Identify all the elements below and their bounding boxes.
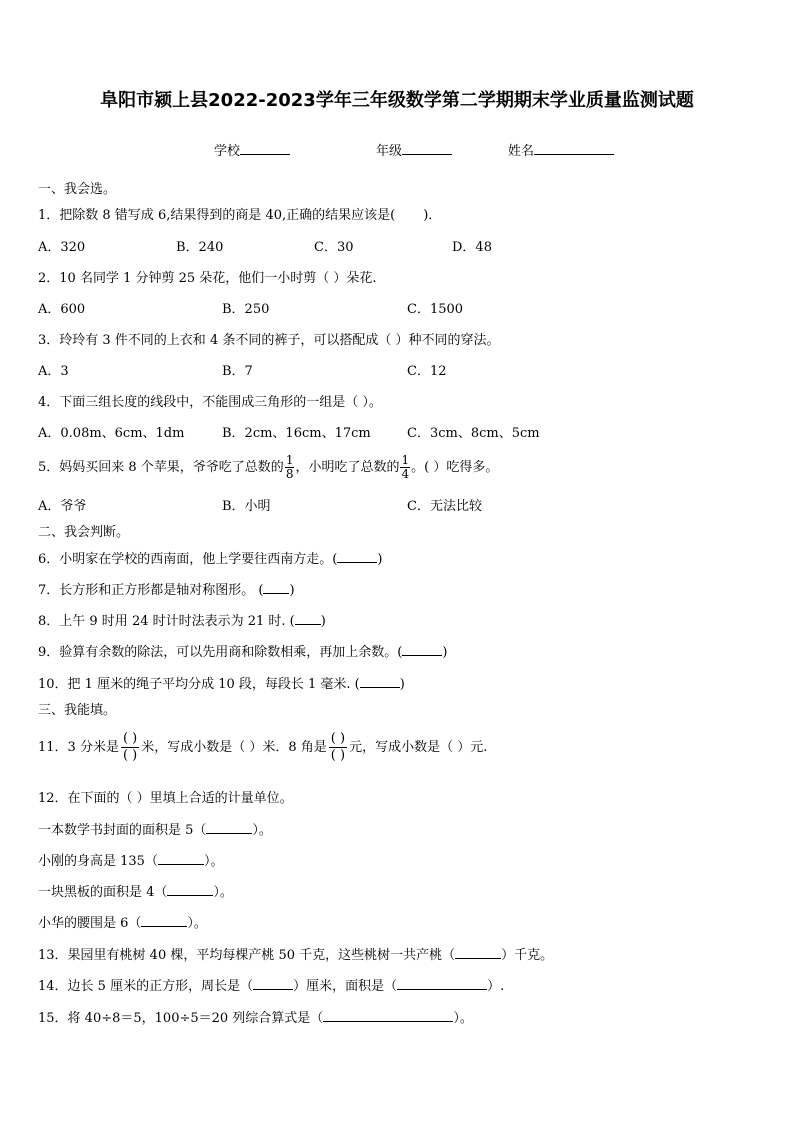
q12-item-2: 小刚的身高是 135（ ）。 — [38, 854, 224, 869]
question-8: 8．上午 9 时用 24 时计时法表示为 21 时. ( ) — [38, 614, 326, 629]
q11-fraction-blank-1[interactable]: ( ) ( ) — [122, 731, 138, 763]
school-blank[interactable] — [240, 142, 290, 155]
grade-blank[interactable] — [402, 142, 452, 155]
q2-option-a: A．600 — [38, 302, 86, 317]
q12-item-3: 一块黑板的面积是 4（ ）。 — [38, 885, 233, 900]
q7-answer-blank[interactable] — [263, 582, 289, 594]
q3-option-a: A．3 — [38, 364, 69, 379]
q1-option-c: C．30 — [314, 240, 354, 255]
name-blank[interactable] — [534, 142, 614, 155]
question-7: 7．长方形和正方形都是轴对称图形。 ( ) — [38, 583, 295, 598]
q4-option-a: A．0.08m、6cm、1dm — [38, 426, 185, 441]
school-field[interactable] — [214, 140, 290, 159]
question-2: 2．10 名同学 1 分钟剪 25 朵花，他们一小时剪（ ）朵花. — [38, 271, 377, 286]
q12-blank-4[interactable] — [141, 915, 187, 927]
question-1: 1．把除数 8 错写成 6,结果得到的商是 40,正确的结果应该是( )． — [38, 208, 442, 223]
q1-option-b: B．240 — [176, 240, 224, 255]
q12-blank-1[interactable] — [206, 822, 252, 834]
q3-option-c: C．12 — [407, 364, 447, 379]
q5-option-a: A．爷爷 — [38, 499, 87, 514]
grade-label: 年级 — [376, 144, 403, 159]
q10-answer-blank[interactable] — [360, 676, 400, 688]
q1-option-a: A．320 — [38, 240, 86, 255]
q9-answer-blank[interactable] — [402, 644, 442, 656]
q11-fraction-blank-2[interactable]: ( ) ( ) — [330, 731, 346, 763]
q14-blank-area[interactable] — [397, 978, 487, 990]
q6-answer-blank[interactable] — [337, 551, 377, 563]
fraction-one-eighth: $\frac{1}{8}$ — [285, 453, 294, 481]
q1-option-d: D．48 — [452, 240, 492, 255]
question-13: 13．果园里有桃树 40 棵，平均每棵产桃 50 千克，这些桃树一共产桃（ ）千克。 — [38, 948, 554, 963]
q4-option-b: B．2cm、16cm、17cm — [222, 426, 371, 441]
q2-option-b: B．250 — [222, 302, 270, 317]
q8-answer-blank[interactable] — [295, 613, 321, 625]
question-4: 4．下面三组长度的线段中，不能围成三角形的一组是（ ）。 — [38, 395, 382, 410]
question-5: 5．妈妈买回来 8 个苹果，爷爷吃了总数的 $\frac{1}{8}$ ，小明吃了总数的 $\frac{1}{4}$ 。( ）吃得多。 — [38, 453, 499, 481]
q13-answer-blank[interactable] — [455, 947, 501, 959]
q12-blank-2[interactable] — [158, 853, 204, 865]
section-choice: 一、我会选。 — [38, 182, 117, 197]
school-label: 学校 — [214, 144, 241, 159]
q12-item-4: 小华的腰围是 6（ ）。 — [38, 916, 207, 931]
page-title: 阜阳市颍上县2022-2023学年三年级数学第二学期期末学业质量监测试题 — [100, 90, 694, 111]
question-15: 15．将 40÷8＝5，100÷5＝20 列综合算式是（ ）。 — [38, 1011, 473, 1026]
question-12: 12．在下面的（ ）里填上合适的计量单位。 — [38, 791, 293, 806]
q15-answer-blank[interactable] — [323, 1010, 453, 1022]
question-3: 3．玲玲有 3 件不同的上衣和 4 条不同的裤子，可以搭配成（ ）种不同的穿法。 — [38, 333, 500, 348]
question-6: 6．小明家在学校的西南面，他上学要往西南方走。( ) — [38, 552, 383, 567]
name-label: 姓名 — [508, 144, 535, 159]
q14-blank-perimeter[interactable] — [253, 978, 293, 990]
q2-option-c: C．1500 — [407, 302, 464, 317]
q5-option-c: C．无法比较 — [407, 499, 482, 514]
q12-item-1: 一本数学书封面的面积是 5（ ）。 — [38, 823, 272, 838]
q5-option-b: B．小明 — [222, 499, 271, 514]
section-judge: 二、我会判断。 — [38, 525, 130, 540]
question-11: 11．3 分米是 ( ) ( ) 米，写成小数是（ ）米．8 角是 ( ) ( ) 元，写成小数是（ ）元. — [38, 731, 488, 763]
question-14: 14．边长 5 厘米的正方形，周长是（ ）厘米，面积是（ ）. — [38, 979, 505, 994]
q12-blank-3[interactable] — [167, 884, 213, 896]
q4-option-c: C．3cm、8cm、5cm — [407, 426, 540, 441]
grade-field[interactable] — [376, 140, 452, 159]
question-9: 9．验算有余数的除法，可以先用商和除数相乘，再加上余数。( ) — [38, 645, 448, 660]
fraction-one-quarter: $\frac{1}{4}$ — [401, 453, 410, 481]
name-field[interactable] — [508, 140, 614, 159]
question-10: 10．把 1 厘米的绳子平均分成 10 段，每段长 1 毫米. ( ) — [38, 677, 405, 692]
section-fill: 三、我能填。 — [38, 703, 117, 718]
q3-option-b: B．7 — [222, 364, 253, 379]
